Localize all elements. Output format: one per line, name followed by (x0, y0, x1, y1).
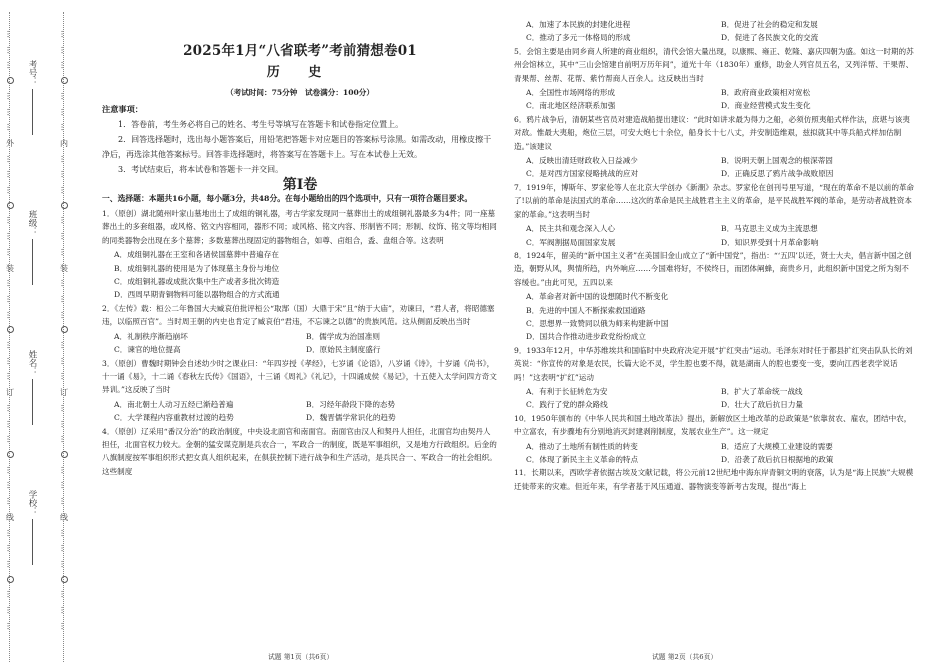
binding-mark: … (59, 310, 69, 319)
class-field[interactable] (26, 210, 38, 285)
binding-mark: … (59, 91, 69, 100)
binding-mark: … (59, 528, 69, 537)
answer-option[interactable]: C．推动了多元一体格局的形成 (526, 33, 631, 43)
question (514, 249, 916, 344)
exam-number-label: 考号： (27, 60, 37, 86)
answer-option[interactable]: C．谏官的地位提高 (114, 345, 181, 355)
binding-mark: … (5, 403, 15, 412)
binding-mark: … (5, 465, 15, 474)
answer-option[interactable]: A．加速了本民族的封建化进程 (526, 20, 631, 29)
binding-mark: … (5, 621, 15, 630)
question-stem: 7．1919年，博斯年、罗家伦等人在北京大学创办《新潮》杂志。罗家伦在创刊号里写道，“现在的革命不是以前的革命了!以前的革命是法国式的革命……这次的革命是民主战胜君主主义的革命，是平民战胜军阀的革命，是劳动者战胜资本家的革命。”这表明当时 (514, 182, 915, 219)
binding-mark: … (59, 186, 69, 195)
binding-mark: … (59, 61, 69, 70)
notice-item: 3．考试结束后，将本试卷和答题卡一并交回。 (118, 164, 284, 174)
binding-mark: … (5, 481, 15, 490)
answer-option[interactable]: B．马克思主义成为主流思想 (721, 224, 818, 234)
answer-option[interactable]: D．魏晋儒学常识化的趋势 (306, 413, 396, 423)
exam-number-field[interactable] (26, 60, 38, 135)
binding-mark: … (5, 170, 15, 179)
binding-mark: … (59, 216, 69, 225)
student-info-fields (26, 60, 56, 620)
binding-mark: … (5, 372, 15, 381)
question (514, 113, 916, 181)
option-row (514, 440, 916, 453)
question (514, 45, 916, 113)
binding-circle (61, 326, 68, 333)
binding-mark: … (5, 497, 15, 506)
notice-item: 1．答卷前，考生务必将自己的姓名、考生号等填写在答题卡和试卷指定位置上。 (118, 119, 404, 129)
binding-mark: … (5, 528, 15, 537)
binding-mark: … (5, 435, 15, 444)
right-question-list (514, 18, 916, 493)
binding-circle (7, 451, 14, 458)
binding-mark: … (5, 61, 15, 70)
binding-mark: … (59, 294, 69, 303)
question-stem: 5．会馆主要是由同乡商人所建的商业组织，清代会馆大量出现，以康熙、雍正、乾隆、嘉庆四朝为盛。如这一时期的苏州会馆林立，其中“三山会馆建自前明万历年间”，道光十年（1830年）重修，助金人列官员五名，又列洋帮、干果帮、青果帮、丝帮、花帮、紫竹帮商人百余人。这反映出当时 (514, 46, 914, 83)
question-stem: 11．长期以来，西欧学者依据古埃及文献记载，将公元前12世纪地中海东岸青铜文明的衰落，认为是“海上民族”大规模迁徙带来的灾难。但近年来，有学者基于风压通道、器物演变等新考古发现，提出“海上 (514, 468, 914, 491)
binding-mark: … (5, 123, 15, 132)
answer-option[interactable]: A．成组铜礼器在王室和各诸侯国墓葬中普遍存在 (114, 250, 279, 260)
binding-mark: … (5, 294, 15, 303)
binding-circle (7, 77, 14, 84)
section-heading: 一、选择题：本题共16小题，每小题3分，共48分。在每小题给出的四个选项中，只有一项符合题目要求。 (102, 194, 473, 204)
question-stem: 4．（原创）辽采用“番汉分治”的政治制度，中央设北面官和南面官。南面官由汉人和契丹人担任，北面官均由契丹人担任，北面官权力较大。金朝的猛安谋克制是兵农合一，军政合一的制度，既是军事组织，又是地方行政组织。后金的八旗制度按军事组织形式把女真人组织起来，在俱获控制下进行战争和生产活动，是兵民合一、军政合一的社会组织。这些制度 (102, 426, 497, 476)
binding-mark: … (59, 170, 69, 179)
answer-option[interactable]: B．儒学成为治国准则 (306, 331, 380, 341)
binding-mark: … (5, 606, 15, 615)
binding-mark: … (59, 154, 69, 163)
left-page-column (102, 18, 498, 479)
answer-option[interactable]: B．扩大了革命统一战线 (721, 386, 803, 396)
binding-mark: 内 (59, 138, 69, 147)
answer-option[interactable]: A．礼制秩序渐趋崩坏 (114, 331, 188, 341)
answer-option[interactable]: D．原始民主制度盛行 (306, 345, 381, 355)
question-stem: 3．（原创）曹魏时期钟会自述幼少时之课业曰：“年四岁授《孝经》，七岁诵《论语》，八岁诵《诗》，十岁诵《尚书》，十一诵《易》，十二诵《春秋左氏传》《国语》，十三诵《周礼》《礼记》，十四诵成侯《易记》，十五使入太学问四方奇文异训。”这反映了当时 (102, 358, 497, 395)
option-row (514, 18, 916, 31)
answer-option[interactable]: A．推动了土地所有制性质的转变 (526, 441, 638, 451)
binding-mark: … (59, 497, 69, 506)
subject-title: 历 史 (266, 65, 334, 81)
answer-option[interactable]: B．成组铜礼器的使用是为了体现墓主身份与地位 (114, 263, 280, 273)
question-stem: 2．《左传》载：桓公二年鲁国大夫臧哀伯批评桓公“取郜（国）大鼎于宋”且“纳于大庙”，劝谏曰，“君人者，将昭德塞违，以临照百官”。当时周王朝的内史也肯定了臧哀伯“君违，不忘谏之以德”的贵族风范。这从侧面反映出当时 (102, 303, 495, 327)
name-field[interactable] (26, 350, 38, 425)
option-row (514, 385, 916, 398)
binding-mark: … (59, 559, 69, 568)
answer-option[interactable]: C．践行了党的群众路线 (526, 400, 608, 410)
option-row (514, 99, 916, 112)
question (514, 344, 916, 412)
binding-circle (61, 77, 68, 84)
binding-circle (7, 576, 14, 583)
answer-option[interactable]: C．成组铜礼器或成批次集中生产或者多批次铸造 (114, 277, 280, 287)
binding-mark: … (5, 216, 15, 225)
answer-option[interactable]: B．先进的中国人不断探索救国道路 (526, 305, 646, 315)
option-row (514, 86, 916, 99)
answer-option[interactable]: C．南北地区经济联系加强 (526, 101, 616, 111)
answer-option[interactable]: B．促进了社会的稳定和发展 (721, 20, 818, 29)
answer-option[interactable]: B．适应了大规模工业建设的需要 (721, 441, 833, 451)
option-row (102, 411, 498, 424)
answer-option[interactable]: D．沿袭了敌后抗日根据地的政策 (721, 455, 834, 464)
question-stem: 10．1950年颁布的《中华人民共和国土地改革法》提出，新解放区土地改革的总政策是“依靠贫农、雇农，团结中农，中立富农，有步骤地有分别地消灭封建剥削制度，发展农业生产”。这一规定 (514, 413, 912, 437)
answer-option[interactable]: A．民主共和观念深入人心 (526, 224, 616, 234)
question-stem: 6．鸦片战争后，清朝某些官员对建造战船提出建议：“此时如讲求最为得力之船，必须仿照夷船式样作法，庶堪与该夷对敌。惟最大夷船，炮位三层，可安大炮七十余位，船身长十七八丈，并安制造维艰，兹拟就其中等兵船式样加估制造。”该建议 (514, 114, 910, 151)
name-label: 姓名： (27, 350, 37, 376)
question (514, 412, 916, 467)
binding-mark: … (5, 590, 15, 599)
question (102, 302, 498, 357)
answer-option[interactable]: C．军阀割据局面国家发展 (526, 237, 616, 247)
binding-mark: … (5, 341, 15, 350)
binding-mark: 线 (5, 512, 15, 521)
answer-option[interactable]: D．知识界受到十月革命影响 (721, 237, 819, 247)
question-stem: 8．1924年，留美的“新中国主义者”在美国旧金山成立了“新中国党”，指出：“‘五四’以还，贤士大夫，倡言新中国之创造，朝野从风，舆情所趋，内外响应……今国难将好，不侯终日，而团体阐蜂，商贵乡月，此组织新中国党之所为刻不容缓也。”由此可见，五四以来 (514, 250, 912, 287)
answer-option[interactable]: A．革命者对新中国的设想随时代不断变化 (526, 292, 669, 302)
binding-mark: … (59, 435, 69, 444)
answer-option[interactable]: B．政府商业政策相对宽松 (721, 88, 811, 98)
question (102, 357, 498, 425)
binding-mark: 订 (59, 388, 69, 397)
binding-mark: … (59, 279, 69, 288)
binding-mark: … (59, 372, 69, 381)
page-footer-left: 试题 第1页（共6页） (268, 653, 334, 661)
binding-mark: … (5, 107, 15, 116)
exam-title: 2025年1月“八省联考”考前猜想卷01 (183, 43, 417, 59)
binding-mark: … (59, 30, 69, 38)
question-stem: 1．（原创）湖北随州叶家山墓地出土了成组的铜礼器，考古学家发现同一墓葬出土的成组铜礼器最多为4件；同一座墓葬出土的多套组器，或风格、铭文内容相同，器形不同；或风格、铭文内容、形制皆不同；形制、纹饰、铭文等均相同的同类器物会出现在多个墓葬；多数墓葬出现固定的器物组合，如尊、卣组合，盉、盘组合等。这表明 (102, 209, 497, 245)
school-label: 学校： (27, 490, 37, 516)
answer-option[interactable]: C．是对西方国家侵略挑战的应对 (526, 169, 639, 179)
binding-mark: … (59, 621, 69, 630)
notice-heading: 注意事项： (102, 104, 143, 115)
answer-option[interactable]: C．大学课程内容重教材过渡的趋势 (114, 413, 234, 423)
option-row (102, 398, 498, 411)
volume-title: 第Ⅰ卷 (282, 176, 318, 193)
question (514, 466, 916, 493)
question (102, 207, 498, 302)
binding-mark: … (5, 356, 15, 365)
binding-mark: … (59, 403, 69, 412)
binding-mark: 装 (59, 263, 69, 272)
notice-item: 2．回答选择题时，选出每小题答案后，用铅笔把答题卡对应题目的答案标号涂黑。如需改动，用橡皮擦干净后，再选涂其他答案标号。回答非选择题时，将答案写在答题卡上。写在本试卷上无效。 (102, 134, 492, 159)
answer-option[interactable]: A．全国性市场网络的形成 (526, 88, 616, 98)
school-field[interactable] (26, 490, 38, 565)
binding-mark: … (59, 419, 69, 428)
binding-mark: … (5, 279, 15, 288)
binding-circle (61, 202, 68, 209)
binding-mark: … (59, 481, 69, 490)
binding-mark: … (5, 544, 15, 553)
binding-mark: … (5, 91, 15, 100)
option-row (514, 222, 916, 235)
answer-option[interactable]: D．商业经营模式发生变化 (721, 101, 811, 111)
binding-mark: 外 (5, 138, 15, 147)
binding-mark: … (59, 356, 69, 365)
answer-option[interactable]: B．说明天朝上国观念的根深蒂固 (721, 156, 833, 166)
question (514, 181, 916, 249)
binding-circle (61, 451, 68, 458)
answer-option[interactable]: C．思想界一致赞同以俄为师来构建新中国 (526, 318, 669, 328)
answer-option[interactable]: D．促进了各民族文化的交流 (721, 33, 819, 43)
exam-info: （考试时间：75分钟 试卷满分：100分） (226, 87, 374, 97)
binding-mark: 线 (59, 512, 69, 521)
binding-mark: … (5, 559, 15, 568)
binding-mark: … (5, 186, 15, 195)
binding-circle (7, 202, 14, 209)
binding-mark: … (5, 30, 15, 38)
binding-mark: … (59, 247, 69, 256)
binding-inner-column (55, 30, 73, 630)
answer-option[interactable]: B．习经年龄段下降的态势 (306, 399, 396, 409)
answer-option[interactable]: A．有利于长征转危为安 (526, 386, 608, 396)
binding-mark: … (59, 45, 69, 54)
right-page-column (514, 18, 916, 494)
binding-mark: … (59, 107, 69, 116)
binding-mark: … (59, 606, 69, 615)
answer-option[interactable]: C．体现了新民主主义革命的特点 (526, 455, 639, 464)
option-row (514, 453, 916, 466)
option-row (514, 236, 916, 249)
left-question-list (102, 207, 498, 478)
option-row (514, 31, 916, 44)
page-footer-right: 试题 第2页（共6页） (652, 653, 718, 661)
answer-option[interactable]: D．正确反思了鸦片战争战败原因 (721, 169, 834, 179)
answer-option[interactable]: D．壮大了敌后抗日力量 (721, 400, 804, 410)
binding-mark: … (59, 123, 69, 132)
binding-mark: 订 (5, 388, 15, 397)
binding-mark: 装 (5, 263, 15, 272)
option-row (514, 154, 916, 167)
binding-circle (7, 326, 14, 333)
option-row (102, 343, 498, 356)
binding-mark: … (59, 232, 69, 241)
question (514, 18, 916, 45)
answer-option[interactable]: D．国共合作推动进步政党纷纷成立 (526, 332, 646, 342)
answer-option[interactable]: D．西周早期青铜物料可能以器物组合的方式流通 (114, 290, 280, 300)
binding-mark: … (5, 419, 15, 428)
answer-option[interactable]: A．南北朝士人动习五经已渐趋普遍 (114, 399, 234, 409)
binding-mark: … (59, 544, 69, 553)
class-label: 班级： (27, 210, 37, 236)
binding-mark: … (5, 232, 15, 241)
binding-mark: … (5, 154, 15, 163)
binding-mark: … (59, 590, 69, 599)
question (102, 425, 498, 479)
binding-mark: … (59, 465, 69, 474)
binding-mark: … (5, 310, 15, 319)
binding-mark: … (59, 341, 69, 350)
option-row (102, 330, 498, 343)
binding-mark: … (5, 247, 15, 256)
answer-option[interactable]: A．反映出清廷财政收入日益减少 (526, 156, 638, 166)
binding-mark: … (5, 45, 15, 54)
option-row (514, 167, 916, 180)
binding-circle (61, 576, 68, 583)
question-stem: 9．1933年12月，中华苏维埃共和国临时中央政府决定开展“扩红突击”运动。毛泽东对时任于都县扩红突击队队长的刘英说：“你宣传的对象是农民，长篇大论不灵，学生腔也要不得，就是湖南人的腔也要变一变，要向江西老表学说话吗！”这表明“扩红”运动 (514, 345, 913, 382)
option-row (514, 398, 916, 411)
binding-outer-column (1, 30, 19, 630)
